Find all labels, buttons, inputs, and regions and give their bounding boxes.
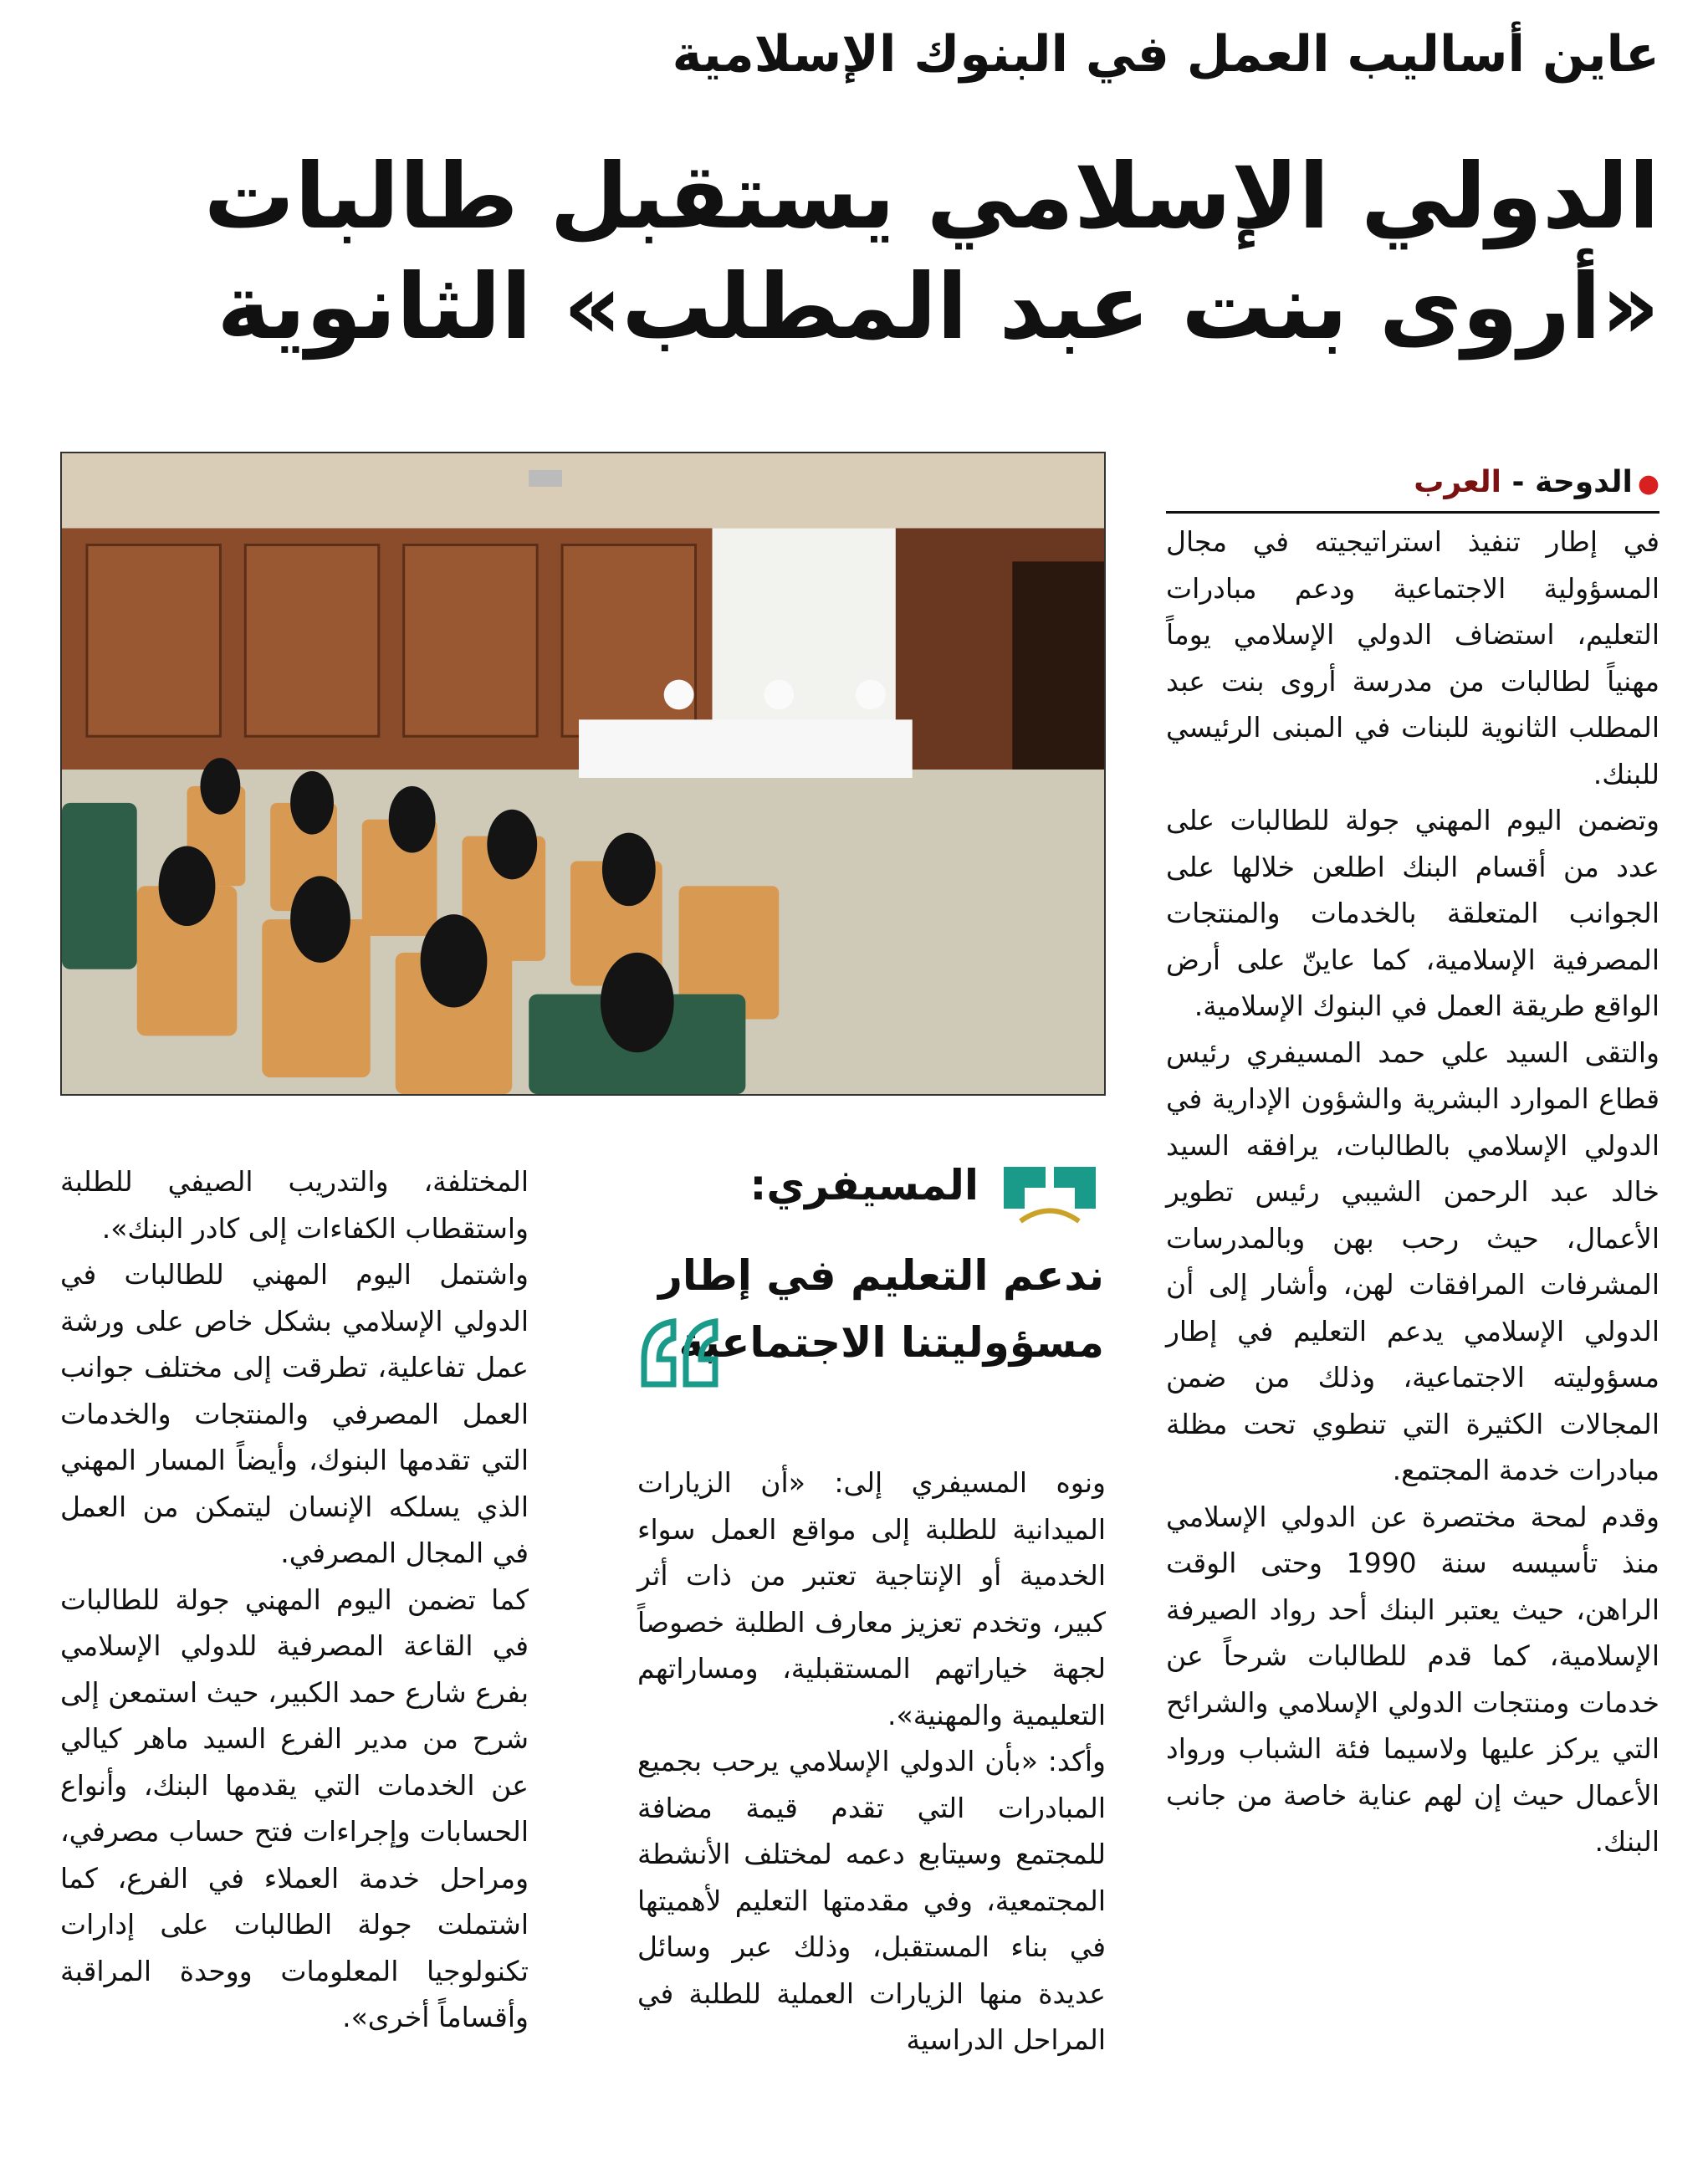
paper-logo: العرب [1414, 465, 1501, 499]
article-column-middle [637, 1460, 1106, 2063]
headline-line-1: الدولي الإسلامي يستقبل طالبات [203, 145, 1659, 249]
red-dot-icon: ● [1637, 469, 1659, 499]
dateline-city: الدوحة [1535, 465, 1633, 499]
article-paragraph: وتضمن اليوم المهني جولة للطالبات على عدد من أقسام البنك اطلعن خلالها على الجوانب المتعلقة بالخدمات والمنتجات المصرفية الإسلامية، كما عاينّ على أرض الواقع طريقة العمل في البنوك الإسلامية. [1166, 804, 1659, 1022]
bank-logo-icon [995, 1150, 1104, 1242]
quote-speaker: المسيفري: [749, 1161, 979, 1209]
article-paragraph: كما تضمن اليوم المهني جولة للطالبات في القاعة المصرفية للدولي الإسلامي بفرع شارع حمد الكبير، حيث استمعن إلى شرح من مدير الفرع السيد ماهر كيالي عن الخدمات التي يقدمها البنك، وأنواع الحسابات وإجراءات فتح حساب مصرفي، ومراحل خدمة العملاء في الفرع، كما اشتملت جولة الطالبات على إدارات تكنولوجيا المعلومات ووحدة المراقبة وأقساماً أخرى». [60, 1583, 529, 2033]
quote-mark-icon [636, 1309, 728, 1393]
meeting-room-photo [62, 453, 1104, 1094]
dateline-separator: - [1501, 465, 1535, 499]
article-column-right [1166, 519, 1659, 1865]
pull-quote [636, 1150, 1104, 1426]
kicker-headline: عاين أساليب العمل في البنوك الإسلامية [672, 25, 1659, 84]
main-headline [49, 142, 1659, 363]
quote-line-1: ندعم التعليم في إطار [658, 1251, 1104, 1300]
article-paragraph: في إطار تنفيذ استراتيجيته في مجال المسؤولية الاجتماعية ودعم مبادرات التعليم، استضاف الدولي الإسلامي يوماً مهنياً لطالبات من مدرسة أروى بنت عبد المطلب الثانوية للبنات في المبنى الرئيسي للبنك. [1166, 525, 1659, 790]
article-paragraph: والتقى السيد علي حمد المسيفري رئيس قطاع الموارد البشرية والشؤون الإدارية في الدولي الإسلامي بالطالبات، يرافقه السيد خالد عبد الرحمن الشيبي رئيس تطوير الأعمال، حيث رحب بهن وبالمدرسات المشرفات المرافقات لهن، وأشار إلى أن الدولي الإسلامي يدعم التعليم في إطار مسؤوليته الاجتماعية، وذلك من ضمن المجالات الكثيرة التي تنطوي تحت مظلة مبادرات خدمة المجتمع. [1166, 1036, 1659, 1486]
article-paragraph: واشتمل اليوم المهني للطالبات في الدولي الإسلامي بشكل خاص على ورشة عمل تفاعلية، تطرقت إلى مختلف جوانب العمل المصرفي والمنتجات والخدمات التي تقدمها البنوك، وأيضاً المسار المهني الذي يسلكه الإنسان ليتمكن من العمل في المجال المصرفي. [60, 1258, 529, 1569]
article-photo [60, 452, 1106, 1096]
dateline [1166, 464, 1659, 514]
article-column-left [60, 1158, 529, 2041]
quote-line-2: مسؤوليتنا الاجتماعية [678, 1318, 1104, 1367]
article-paragraph: المختلفة، والتدريب الصيفي للطلبة واستقطاب الكفاءات إلى كادر البنك». [60, 1165, 529, 1245]
headline-line-2: «أروى بنت عبد المطلب» الثانوية [217, 255, 1659, 360]
article-paragraph: وقدم لمحة مختصرة عن الدولي الإسلامي منذ تأسيسه سنة 1990 وحتى الوقت الراهن، حيث يعتبر البنك أحد رواد الصيرفة الإسلامية، كما قدم للطالبات شرحاً عن خدمات ومنتجات الدولي الإسلامي والشرائح التي يركز عليها ولاسيما فئة الشباب ورواد الأعمال حيث إن لهم عناية خاصة من جانب البنك. [1166, 1500, 1659, 1858]
article-paragraph: ونوه المسيفري إلى: «أن الزيارات الميدانية للطلبة إلى مواقع العمل سواء الخدمية أو الإنتاجية تعتبر من ذات أثر كبير، وتخدم تعزيز معارف الطلبة خصوصاً لجهة خياراتهم المستقبلية، ومساراتهم التعليمية والمهنية». [637, 1466, 1106, 1731]
article-paragraph: وأكد: «بأن الدولي الإسلامي يرحب بجميع المبادرات التي تقدم قيمة مضافة للمجتمع وسيتابع دعمه لمختلف الأنشطة المجتمعية، وفي مقدمتها التعليم لأهميتها في بناء المستقبل، وذلك عبر وسائل عديدة منها الزيارات العملية للطلبة في المراحل الدراسية [637, 1745, 1106, 2056]
